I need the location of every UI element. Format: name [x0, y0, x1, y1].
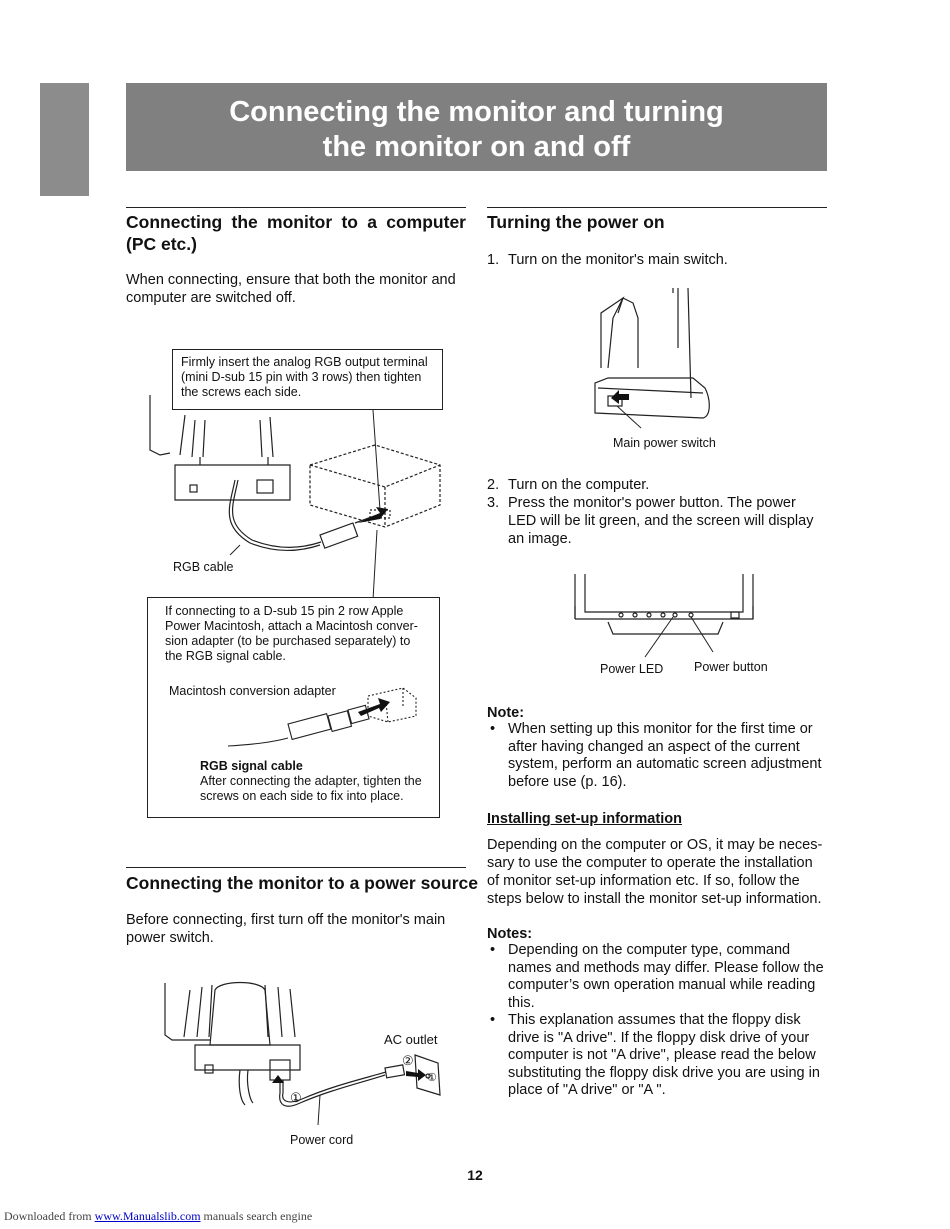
- step-marker-2: ②: [402, 1053, 414, 1068]
- mac-adapter-illustration: [228, 676, 428, 756]
- mac-adapter-box: [147, 597, 440, 818]
- step-item: [487, 251, 827, 269]
- footer-link[interactable]: www.Manualslib.com: [94, 1209, 201, 1223]
- step-number: 3.: [487, 495, 500, 511]
- install-text: Depending on the computer or OS, it may be neces-sary to use the computer to operate the installation of monitor set-up information etc. If so, follow the steps below to install the monitor set-up information.: [487, 837, 823, 907]
- section-heading-power-source: Connecting the monitor to a power source: [126, 873, 478, 893]
- note-list: [487, 721, 827, 791]
- power-on-steps: [487, 251, 827, 269]
- power-cord-label: Power cord: [290, 1133, 354, 1147]
- rgb-signal-cable-title: RGB signal cable: [200, 759, 303, 773]
- power-led-label: Power LED: [600, 662, 664, 676]
- notes-item: • Depending on the computer type, command names and methods may differ. Please follow the computer’s own operation manual while reading this.: [487, 942, 827, 1012]
- rgb-cable-label: RGB cable: [173, 560, 234, 574]
- section-text-power-source: Before connecting, first turn off the monitor's main power switch.: [126, 912, 446, 946]
- power-button-label: Power button: [694, 660, 768, 674]
- step-marker-1-outlet: ①: [427, 1072, 437, 1084]
- page-title-line2: the monitor on and off: [322, 131, 631, 163]
- power-cord-illustration: [160, 975, 450, 1125]
- footer: [4, 1209, 312, 1224]
- main-switch-illustration: [593, 288, 723, 423]
- section-heading-computer: Connecting the monitor to a computer (PC etc.): [126, 212, 466, 254]
- notes-heading: Notes:: [487, 926, 533, 942]
- notes-item: • This explanation assumes that the floppy disk drive is "A drive". If the floppy disk drive of your computer is not "A drive", please read the below substituting the floppy disk drive you are using in place of "A drive" or "A ".: [487, 1012, 827, 1100]
- step-item: [487, 494, 827, 548]
- rgb-signal-cable-text: After connecting the adapter, tighten the screws on each side to fix into place.: [200, 774, 422, 803]
- install-heading: Installing set-up information: [487, 811, 682, 827]
- page-number: 12: [467, 1167, 483, 1183]
- mac-adapter-label: Macintosh conversion adapter: [169, 684, 336, 698]
- notes-list: [487, 942, 827, 1100]
- footer-suffix: manuals search engine: [203, 1209, 313, 1223]
- section-text-computer: When connecting, ensure that both the monitor and computer are switched off.: [126, 272, 456, 306]
- step-text: Press the monitor's power button. The power LED will be lit green, and the screen will display an image.: [508, 495, 814, 547]
- section-heading-power-on: Turning the power on: [487, 212, 665, 232]
- power-button-illustration: [573, 574, 758, 654]
- page-title-line1: Connecting the monitor and turning: [229, 96, 724, 128]
- section-rule: [126, 867, 466, 868]
- note-item: • When setting up this monitor for the first time or after having changed an aspect of the current system, perform an automatic screen adjustment before use (p. 16).: [487, 721, 827, 791]
- main-power-switch-label: Main power switch: [613, 436, 716, 450]
- side-tab-marker: [40, 83, 89, 196]
- step-marker-1: ①: [290, 1090, 302, 1105]
- ac-outlet-label: AC outlet: [384, 1032, 438, 1047]
- section-rule: [487, 207, 827, 208]
- rgb-connection-illustration: [140, 395, 450, 565]
- note-heading: Note:: [487, 705, 525, 721]
- step-number: 1.: [487, 252, 500, 268]
- power-on-steps-cont: [487, 476, 827, 548]
- step-item: [487, 476, 827, 494]
- footer-prefix: Downloaded from: [4, 1209, 92, 1223]
- step-text: Turn on the monitor's main switch.: [508, 252, 728, 268]
- mac-adapter-text: If connecting to a D-sub 15 pin 2 row Apple Power Macintosh, attach a Macintosh conver-sion adapter (to be purchased separately) to the RGB signal cable.: [165, 604, 418, 663]
- section-rule: [126, 207, 466, 208]
- page-title-banner: [126, 83, 827, 171]
- callout-rgb-terminal-text: Firmly insert the analog RGB output terminal (mini D-sub 15 pin with 3 rows) then tighten the screws each side.: [181, 355, 428, 399]
- step-number: 2.: [487, 477, 500, 493]
- step-text: Turn on the computer.: [508, 477, 650, 493]
